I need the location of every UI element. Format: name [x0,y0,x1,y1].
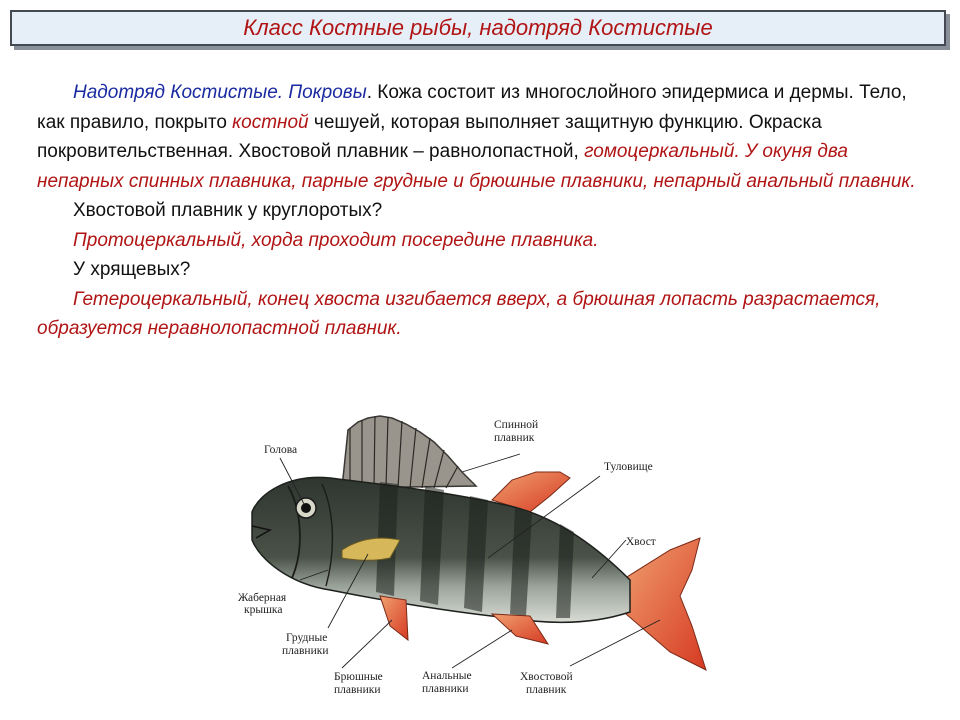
pelvic-fin [380,596,408,640]
label-pelvic-1: Брюшные [334,671,383,683]
perch-figure [230,400,734,705]
perch-diagram [230,400,734,705]
integument-heading: Надотряд Костистые. Покровы [73,82,367,103]
label-gill-2: крышка [244,604,283,616]
question-cartilaginous: У хрящевых? [73,259,191,280]
heading-dot: . [366,82,378,103]
label-pelvic-2: плавники [334,684,381,696]
answer-cyclostomes: Протоцеркальный, хорда проходит посередине плавника. [73,229,599,251]
integument-text-a: Кожа состоит из многослойного эпидермиса и дермы. Тело, как правило, покрыто [37,82,907,133]
body-text [37,78,927,344]
label-trunk: Туловище [604,461,653,473]
answer-cartilaginous: Гетероцеркальный, конец хвоста изгибается вверх, а брюшная лопасть разрастается, образуется неравнолопастной плавник. [37,288,881,339]
label-gill-1: Жаберная [238,592,287,604]
label-tail: Хвост [626,536,656,548]
label-head: Голова [264,444,298,456]
label-anal-1: Анальные [422,670,472,682]
label-anal-2: плавники [422,683,469,695]
label-dorsal-1: Спинной [494,419,539,431]
label-caudal-2: плавник [526,684,567,696]
caudal-fin [622,538,706,670]
label-pectoral-1: Грудные [286,632,328,644]
page-title: Класс Костные рыбы, надотряд Костистые [243,15,713,40]
paragraph-integument [37,78,927,196]
label-pectoral-2: плавники [282,645,329,657]
question-cyclostomes: Хвостовой плавник у круглоротых? [73,200,383,221]
homocercal-text: гомоцеркальный. У окуня два непарных спинных плавника, парные грудные и брюшные плавники, непарный анальный плавник. [37,141,916,192]
bony-term: костной [232,111,309,133]
integument-text-b: чешуей, которая выполняет защитную функцию. Окраска покровительственная. Хвостовой плавник – равнолопастной, [37,111,822,162]
title-bar [10,10,946,46]
label-dorsal-2: плавник [494,432,535,444]
label-caudal-1: Хвостовой [520,671,573,683]
